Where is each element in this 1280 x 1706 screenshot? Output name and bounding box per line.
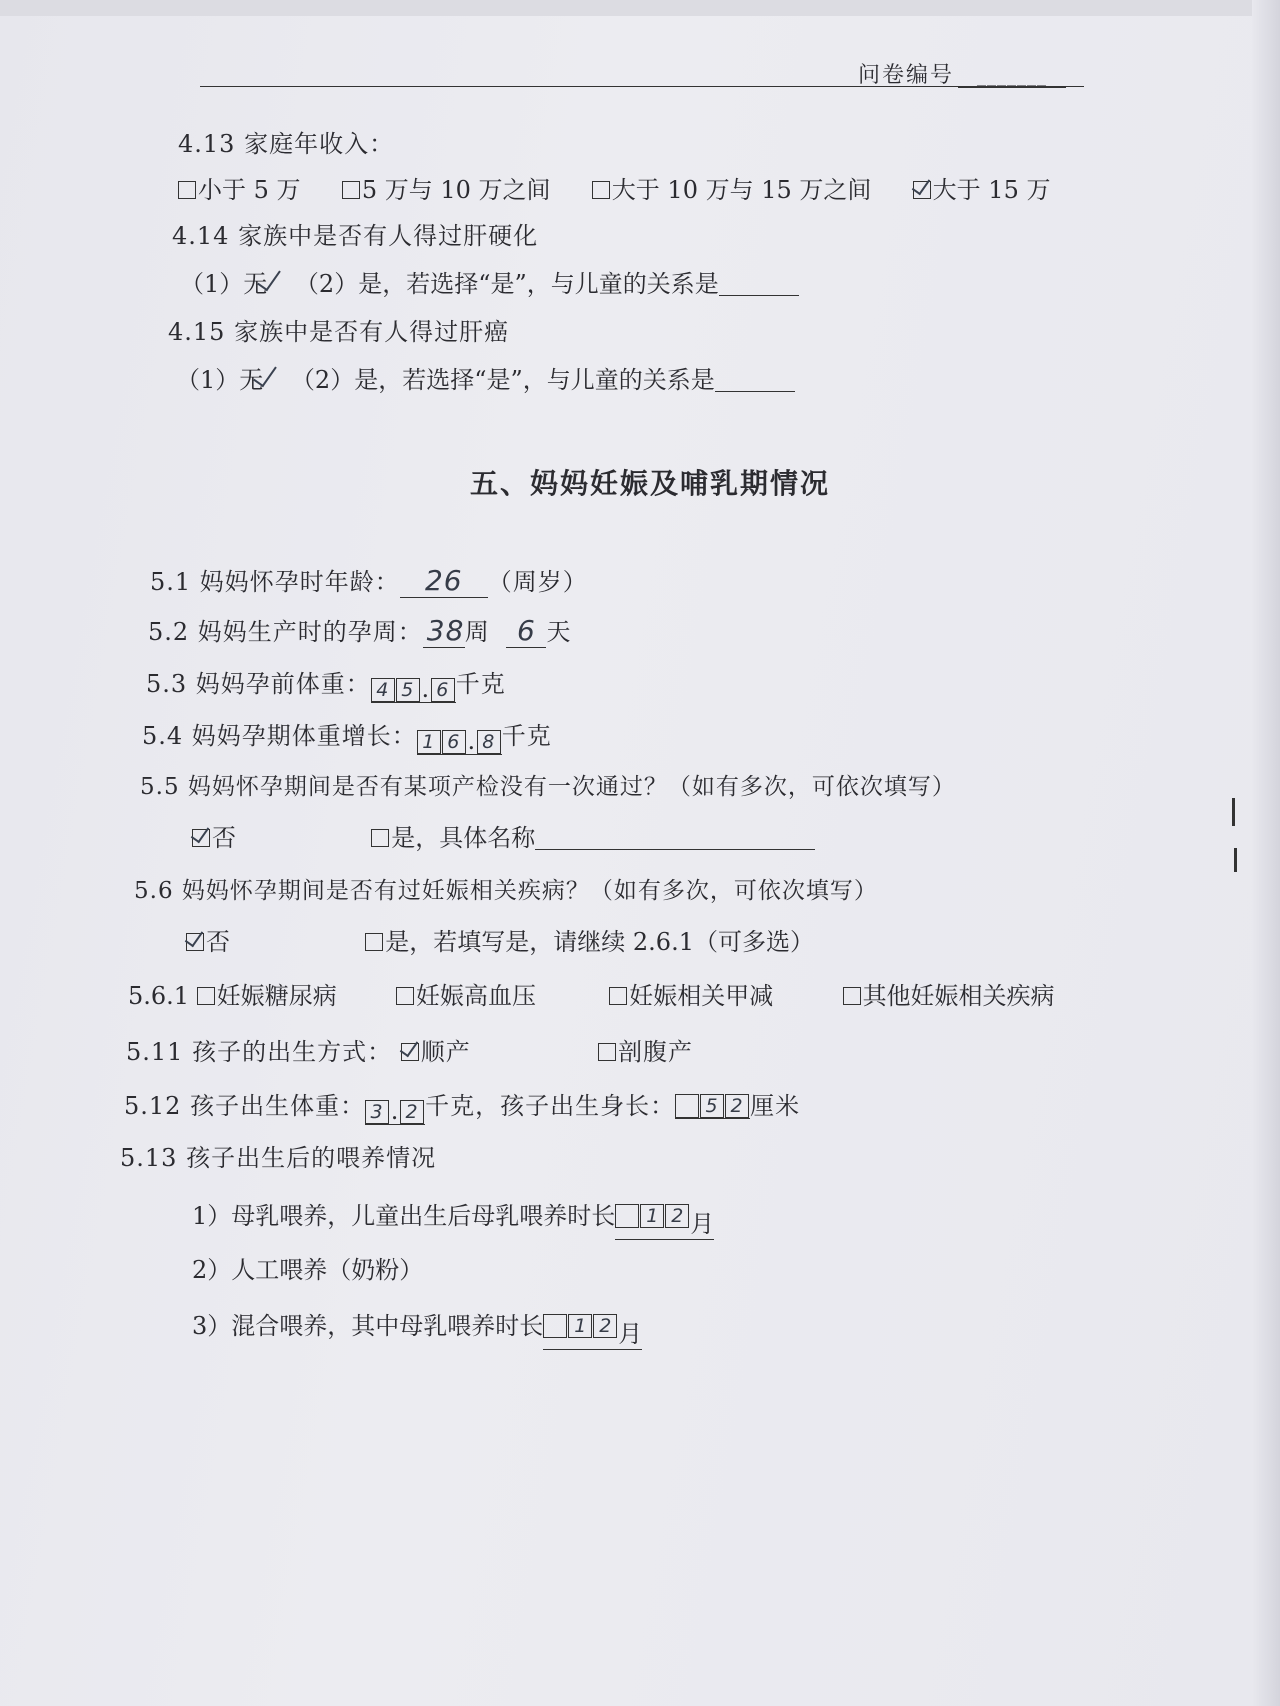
birth-length-field[interactable]: 5 2 <box>675 1094 750 1119</box>
questionnaire-number-label: 问卷编号 <box>858 63 955 88</box>
mixed-feeding-duration-field[interactable]: 1 2 月 <box>543 1314 642 1350</box>
q4-14-option-1[interactable]: （1）无 <box>180 270 268 298</box>
q5-6-1: 5.6.1 妊娠糖尿病 妊娠高血压 妊娠相关甲减 其他妊娠相关疾病 <box>128 982 1055 1010</box>
section-5-title: 五、妈妈妊娠及哺乳期情况 <box>469 467 830 500</box>
q5-13-title: 5.13 孩子出生后的喂养情况 <box>120 1144 437 1172</box>
q4-15-option-1[interactable]: （1）无 <box>176 366 264 394</box>
checkbox[interactable] <box>609 987 627 1005</box>
checkbox-checked[interactable] <box>186 933 204 951</box>
margin-pen-mark <box>1232 798 1241 826</box>
q5-13-option-1[interactable]: 1）母乳喂养，儿童出生后母乳喂养时长 1 2 月 <box>192 1202 715 1238</box>
relation-blank[interactable] <box>715 367 795 392</box>
mother-age-field[interactable]: 26 <box>400 564 488 598</box>
q4-14-title: 4.14 家族中是否有人得过肝硬化 <box>172 222 539 250</box>
q5-13-option-2[interactable]: 2）人工喂养（奶粉） <box>192 1256 424 1284</box>
q4-14-option-2[interactable]: （2）是，若选择“是”，与儿童的关系是 <box>294 270 719 298</box>
q4-13-title: 4.13 家庭年收入： <box>178 130 395 158</box>
checkbox[interactable] <box>396 987 414 1005</box>
q5-6-1-option-1[interactable]: 妊娠糖尿病 <box>197 982 337 1010</box>
q5-11-option-1[interactable]: 顺产 <box>401 1038 471 1066</box>
weight-gain-field[interactable]: 1 6 . 8 <box>417 730 502 755</box>
relation-blank[interactable] <box>719 271 799 296</box>
q4-15-option-2[interactable]: （2）是，若选择“是”，与儿童的关系是 <box>290 366 715 394</box>
checkbox[interactable] <box>197 987 215 1005</box>
q4-13-option-3[interactable]: 大于 10 万与 15 万之间 <box>592 176 872 204</box>
gestation-weeks-field[interactable]: 38 <box>423 614 465 648</box>
q5-1: 5.1 妈妈怀孕时年龄： 26 （周岁） <box>150 564 588 597</box>
checkbox[interactable] <box>371 829 389 847</box>
q5-6-1-option-4[interactable]: 其他妊娠相关疾病 <box>843 982 1055 1010</box>
check-mark-icon <box>253 361 277 388</box>
questionnaire-number <box>858 58 1066 89</box>
q4-13-option-2[interactable]: 5 万与 10 万之间 <box>342 176 551 204</box>
q5-5-option-yes[interactable]: 是，具体名称 <box>371 824 535 852</box>
q5-11: 5.11 孩子的出生方式： 顺产 剖腹产 <box>126 1038 693 1066</box>
q5-5-title: 5.5 妈妈怀孕期间是否有某项产检没有一次通过？（如有多次，可依次填写） <box>140 774 956 800</box>
checkbox[interactable] <box>342 181 360 199</box>
q5-6-option-yes[interactable]: 是，若填写是，请继续 2.6.1（可多选） <box>365 928 814 956</box>
header-rule <box>200 86 1084 87</box>
breastfeeding-duration-field[interactable]: 1 2 月 <box>615 1204 714 1240</box>
checkbox-checked[interactable] <box>401 1043 419 1061</box>
q5-6-1-option-2[interactable]: 妊娠高血压 <box>396 982 536 1010</box>
checkbox-checked[interactable] <box>913 181 931 199</box>
checkbox[interactable] <box>843 987 861 1005</box>
q5-3: 5.3 妈妈孕前体重： 4 5 . 6 千克 <box>146 670 506 703</box>
checkbox[interactable] <box>598 1043 616 1061</box>
q4-13-options <box>178 170 1050 205</box>
page-top-edge <box>0 0 1280 16</box>
gestation-days-field[interactable]: 6 <box>506 614 546 648</box>
q4-14-options <box>180 264 799 299</box>
birth-weight-field[interactable]: 3 . 2 <box>365 1100 425 1125</box>
q5-6-option-no[interactable]: 否 <box>186 928 230 956</box>
margin-pen-mark <box>1234 848 1243 872</box>
q5-5-options <box>192 818 815 853</box>
exam-name-blank[interactable] <box>535 825 815 850</box>
q5-5-option-no[interactable]: 否 <box>192 824 236 852</box>
check-mark-icon <box>257 265 281 292</box>
q5-6-title: 5.6 妈妈怀孕期间是否有过妊娠相关疾病？（如有多次，可依次填写） <box>134 878 878 904</box>
q5-6-options <box>186 922 814 957</box>
checkbox[interactable] <box>365 933 383 951</box>
page-right-edge <box>1252 0 1280 1706</box>
questionnaire-number-blank[interactable]: _______ <box>958 66 1066 88</box>
q5-12: 5.12 孩子出生体重： 3 . 2 千克，孩子出生身长： 5 2 厘米 <box>124 1092 801 1125</box>
q4-13-option-4[interactable]: 大于 15 万 <box>913 176 1051 204</box>
prepregnancy-weight-field[interactable]: 4 5 . 6 <box>371 678 456 703</box>
q4-13-option-1[interactable]: 小于 5 万 <box>178 176 301 204</box>
q5-13-option-3[interactable]: 3）混合喂养，其中母乳喂养时长 1 2 月 <box>192 1312 643 1348</box>
checkbox[interactable] <box>178 181 196 199</box>
checkbox[interactable] <box>592 181 610 199</box>
q4-15-options <box>176 360 795 395</box>
q5-2: 5.2 妈妈生产时的孕周： 38周 6 天 <box>148 614 572 647</box>
checkbox-checked[interactable] <box>192 829 210 847</box>
q4-15-title: 4.15 家族中是否有人得过肝癌 <box>168 318 510 346</box>
q5-6-1-option-3[interactable]: 妊娠相关甲减 <box>609 982 773 1010</box>
q5-4: 5.4 妈妈孕期体重增长： 1 6 . 8 千克 <box>142 722 552 755</box>
q5-11-option-2[interactable]: 剖腹产 <box>598 1038 693 1066</box>
